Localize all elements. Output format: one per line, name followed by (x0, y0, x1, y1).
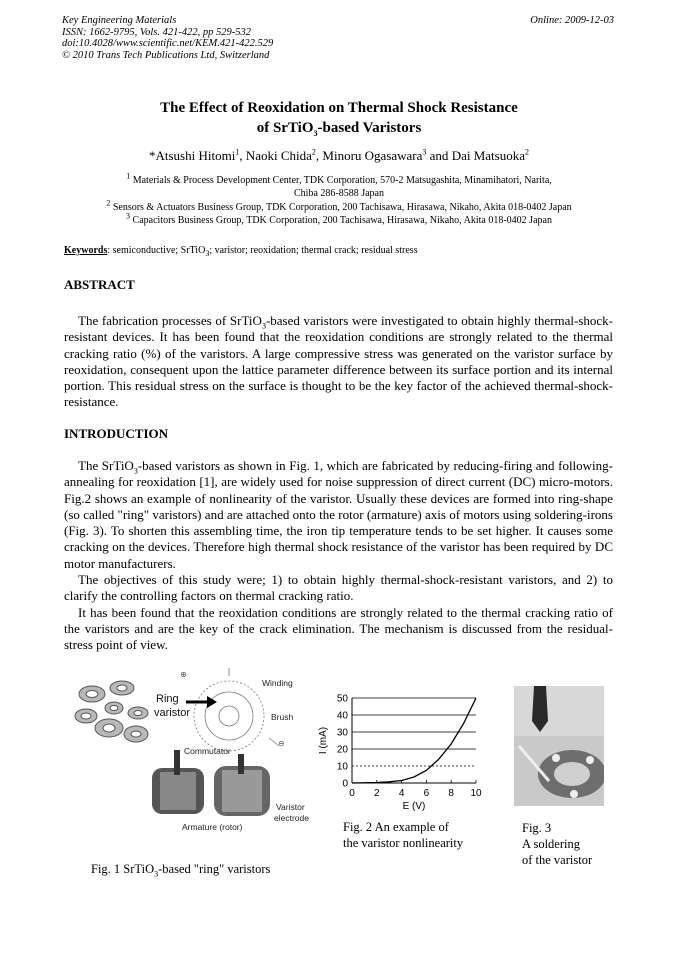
fig3-photo (514, 686, 604, 806)
x-tick-label: 4 (398, 788, 405, 799)
chart-ylabel: I (mA) (318, 726, 329, 755)
separator: , (239, 148, 246, 163)
title-subscript: 3 (313, 129, 318, 138)
fig2-caption (343, 819, 463, 851)
paragraph-text: -based varistors as shown in Fig. 1, which are fabricated by reducing-firing and following-annealing for reoxidation [1], are widely used for noise suppression of direct current (DC) micro-motors. Fig.2 shows an example of nonlinearity of the varistor. Usually these devices are formed into ring-shape (so called "ring" varistors) and are attached onto the rotor (armature) axis of motors using soldering-irons (Fig. 3). To shorten this assembling time, the iron tip temperature tends to be set higher. It causes some cracking on the devices. Therefore high thermal shock resistance of the varistor has been required by DC motor manufacturers. (64, 458, 613, 571)
online-date: Online: 2009-12-03 (530, 15, 614, 26)
commutator-label: Commutator (184, 746, 231, 756)
title-text: -based Varistors (317, 120, 422, 136)
y-tick-label: 10 (336, 761, 348, 773)
journal-issn: ISSN: 1662-9795, Vols. 421-422, pp 529-532 (62, 26, 251, 38)
author-name: Dai Matsuoka (451, 148, 525, 163)
affil-number: 3 (126, 211, 131, 221)
chart-axes (352, 698, 476, 783)
paragraph-subscript: 3 (133, 466, 138, 476)
x-tick-label: 0 (349, 788, 355, 799)
y-tick-label: 20 (336, 744, 348, 756)
journal-name: Key Engineering Materials (62, 15, 177, 26)
chart-grid (352, 698, 476, 783)
y-tick-label: 50 (336, 693, 348, 705)
caption-line: of the varistor (522, 853, 593, 867)
affiliation-1 (64, 171, 614, 200)
journal-header (62, 15, 273, 61)
author-affil: 1 (235, 147, 240, 157)
caption-line: A soldering (522, 837, 580, 851)
affil-text: Materials & Process Development Center, TDK Corporation, 570-2 Matsugashita, Minamihatori, Narita, (132, 175, 552, 186)
chart-xlabel: E (V) (402, 801, 426, 812)
affil-text: Sensors & Actuators Business Group, TDK Corporation, 200 Tachisawa, Hirasawa, Nikaho, Akita 018-0402 Japan (112, 202, 572, 213)
intro-paragraph-2: The objectives of this study were; 1) to obtain highly thermal-shock-resistant varistors, and 2) to clarify the controlling factors on thermal cracking ratio. (64, 572, 613, 604)
journal-copyright: © 2010 Trans Tech Publications Ltd, Switzerland (62, 49, 270, 61)
introduction-heading: INTRODUCTION (64, 426, 169, 441)
y-tick-label: 40 (336, 710, 348, 722)
fig1-caption (91, 861, 270, 877)
author-affil: 2 (311, 147, 316, 157)
title-text: of SrTiO (256, 120, 314, 136)
caption-subscript: 3 (154, 869, 159, 879)
caption-line: the varistor nonlinearity (343, 836, 464, 850)
title-line-1: The Effect of Reoxidation on Thermal Shock Resistance (160, 100, 518, 116)
title-line-2 (64, 118, 614, 138)
author-name: *Atsushi Hitomi (149, 148, 236, 163)
varistor-label: varistor (154, 707, 191, 719)
caption-line: Fig. 2 An example of (343, 820, 449, 834)
y-tick-label: 30 (336, 727, 348, 739)
introduction-body (64, 458, 613, 654)
affil-text: Chiba 286-8588 Japan (294, 187, 384, 199)
fig3-caption (522, 820, 592, 868)
affil-number: 2 (106, 198, 111, 208)
x-tick-label: 8 (448, 788, 454, 799)
x-tick-label: 6 (423, 788, 430, 799)
keywords-label: Keywords (64, 245, 108, 256)
journal-doi: doi:10.4028/www.scientific.net/KEM.421-422.529 (62, 38, 274, 50)
ring-label: Ring (156, 693, 179, 705)
arrow-head-icon (207, 696, 217, 708)
author-name: Minoru Ogasawara (322, 148, 423, 163)
fig2-chart (318, 688, 490, 818)
brush-label: Brush (271, 712, 294, 722)
varistor-electrode-label-1: Varistor (276, 802, 305, 812)
varistor-electrode-label-2: electrode (274, 813, 309, 823)
keywords (64, 245, 418, 256)
paragraph-text: The SrTiO (78, 458, 134, 473)
abstract-paragraph (64, 313, 613, 411)
caption-text: Fig. 1 SrTiO (91, 862, 155, 876)
paragraph-text: The fabrication processes of SrTiO (78, 313, 262, 328)
minus-symbol: ⊖ (278, 739, 285, 748)
keywords-subscript: 3 (205, 249, 210, 258)
y-tick-label: 0 (342, 778, 348, 790)
caption-text: -based "ring" varistors (158, 862, 271, 876)
plus-symbol: ⊕ (180, 670, 187, 679)
separator: , (315, 148, 323, 163)
affil-text: Capacitors Business Group, TDK Corporation, 200 Tachisawa, Hirasawa, Nikaho, Akita 018-0402 Japan (132, 215, 552, 226)
author-affil: 2 (524, 147, 529, 157)
affil-number: 1 (126, 171, 131, 181)
paragraph-subscript: 3 (261, 321, 266, 331)
caption-line: Fig. 3 (522, 821, 552, 835)
paragraph-text: -based varistors were investigated to obtain highly thermal-shock-resistant devices. It has been found that the reoxidation conditions are strongly related to the thermal cracking ratio (%) of the varistors. A large compressive stress was generated on the varistor surface by reoxidation, consequent upon the lattice parameter difference between its surface portion and its internal portion. This residual stress on the surface is thought to be the key factor of the achieved thermal-shock-resistance. (64, 313, 614, 410)
abstract-body (64, 313, 613, 411)
author-affil: 3 (422, 147, 427, 157)
author-name: Naoki Chida (245, 148, 312, 163)
abstract-heading: ABSTRACT (64, 277, 135, 292)
intro-paragraph-1 (64, 458, 613, 572)
paper-title (64, 98, 614, 138)
fig1-illustration (64, 668, 326, 850)
author-list (64, 148, 614, 164)
affiliation-3 (64, 211, 614, 228)
intro-paragraph-3: It has been found that the reoxidation conditions are strongly related to the thermal cracking ratio of the varistors and are the key of the crack elimination. The mechanism is discussed from the residual-stress point of view. (64, 604, 613, 653)
x-tick-label: 10 (470, 788, 482, 799)
keywords-text: : semiconductive; SrTiO (107, 245, 206, 256)
armature-label: Armature (rotor) (182, 822, 243, 832)
affiliation-2 (64, 198, 614, 215)
keywords-text: ; varistor; reoxidation; thermal crack; residual stress (209, 245, 418, 256)
separator: and (426, 148, 452, 163)
winding-label: Winding (262, 678, 293, 688)
x-tick-label: 2 (374, 788, 380, 799)
ring-varistors-image (75, 681, 148, 742)
iv-curve-line (352, 698, 476, 783)
armature-image (152, 750, 270, 816)
